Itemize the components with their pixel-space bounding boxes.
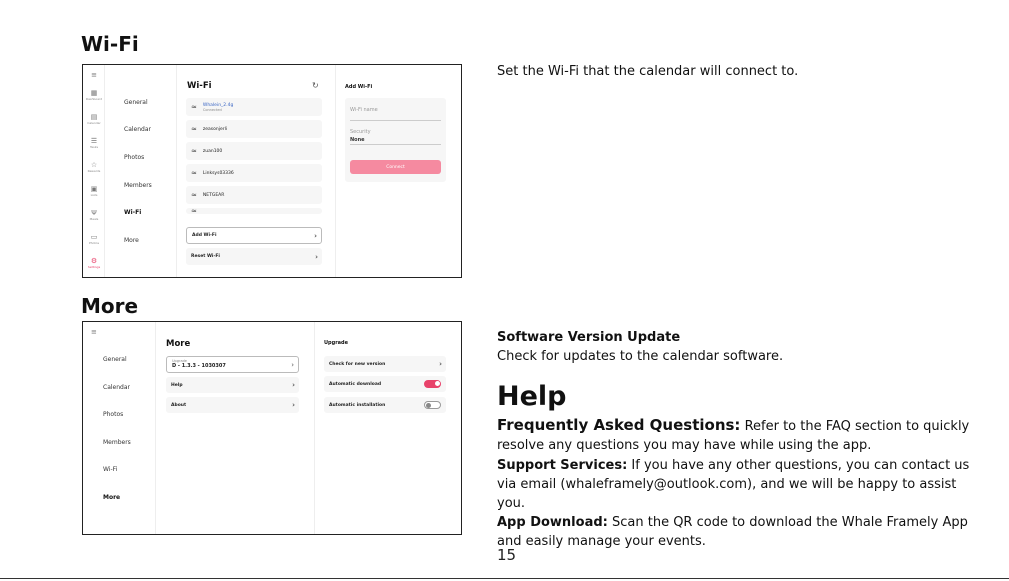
wifi-network-row[interactable]: ≈ Linksys03336 (186, 164, 322, 182)
menu-icon[interactable]: ≡ (91, 71, 97, 79)
fork-icon: Ψ (91, 209, 97, 217)
help-row[interactable]: Help › (166, 377, 299, 393)
wifi-panel-title: Wi-Fi (187, 81, 212, 91)
faq-paragraph: Frequently Asked Questions: Refer to the FAQ section to quickly resolve any questions you may have while using the app. (497, 416, 970, 453)
add-wifi-form (345, 98, 446, 182)
footer-rule (0, 578, 1009, 579)
chevron-right-icon: › (314, 231, 317, 240)
more-description (497, 328, 987, 366)
add-wifi-button[interactable]: Add Wi-Fi › (186, 227, 322, 244)
menu-calendar[interactable]: Calendar (103, 384, 130, 391)
refresh-icon[interactable]: ↻ (312, 81, 319, 90)
menu-icon[interactable]: ≡ (91, 328, 97, 336)
menu-more[interactable]: More (103, 494, 121, 501)
divider (155, 322, 156, 534)
select-underline (350, 144, 441, 145)
add-wifi-panel-title: Add Wi-Fi (345, 84, 373, 90)
connect-button[interactable]: Connect (350, 160, 441, 174)
wifi-icon: ≈ (191, 103, 197, 111)
list-icon: ▣ (90, 185, 98, 193)
software-update-text: Check for updates to the calendar software. (497, 349, 784, 364)
more-panel-title: More (166, 339, 191, 349)
menu-photos[interactable]: Photos (124, 154, 145, 161)
wifi-screenshot (82, 64, 462, 278)
wifi-icon: ≈ (191, 191, 197, 199)
menu-general[interactable]: General (103, 356, 127, 363)
menu-more[interactable]: More (124, 237, 139, 244)
wifi-icon: ≈ (191, 208, 197, 214)
wifi-network-row[interactable]: ≈ zeasonjerli (186, 120, 322, 138)
divider (335, 65, 336, 277)
wifi-heading: Wi-Fi (81, 32, 139, 56)
menu-members[interactable]: Members (103, 439, 131, 446)
wifi-name-input[interactable]: Wi-Fi name (350, 107, 378, 113)
more-screenshot (82, 321, 462, 535)
rail-rewards[interactable]: ☆ Rewards (83, 161, 105, 173)
rail-dashboard[interactable]: ▦ Dashboard (83, 89, 105, 101)
page-number: 15 (497, 546, 517, 564)
gear-icon: ⚙ (90, 257, 98, 265)
star-icon: ☆ (90, 161, 98, 169)
menu-wifi[interactable]: Wi-Fi (103, 466, 118, 473)
menu-calendar[interactable]: Calendar (124, 126, 151, 133)
rail-tasks[interactable]: ☰ Tasks (83, 137, 105, 149)
wifi-description: Set the Wi-Fi that the calendar will connect to. (497, 64, 799, 79)
rail-settings[interactable]: ⚙ Settings (83, 257, 105, 269)
security-select[interactable]: None (350, 137, 365, 143)
auto-download-toggle[interactable] (424, 380, 441, 388)
wifi-network-row[interactable]: ≈ NETGEAR (186, 186, 322, 204)
menu-general[interactable]: General (124, 99, 148, 106)
photo-icon: ▭ (90, 233, 98, 241)
upgrade-panel-title: Upgrade (324, 340, 349, 346)
auto-download-row: Automatic download (324, 376, 446, 392)
version-row[interactable]: Upgrade D - 1.3.3 - 1030307 › (166, 356, 299, 373)
auto-install-row: Automatic installation (324, 397, 446, 413)
check-version-row[interactable]: Check for new version › (324, 356, 446, 372)
wifi-network-row[interactable]: ≈ zuan100 (186, 142, 322, 160)
menu-wifi[interactable]: Wi-Fi (124, 209, 142, 216)
rail-calendar[interactable]: ▤ Calendar (83, 113, 105, 125)
help-heading: Help (497, 381, 567, 412)
dashboard-icon: ▦ (90, 89, 98, 97)
wifi-icon: ≈ (191, 125, 197, 133)
chevron-right-icon: › (292, 401, 295, 409)
download-paragraph: App Download: Scan the QR code to download the Whale Framely App and easily manage your events. (497, 515, 968, 549)
chevron-right-icon: › (292, 381, 295, 389)
wifi-network-row-partial[interactable] (186, 208, 322, 214)
reset-wifi-button[interactable]: Reset Wi-Fi › (186, 248, 322, 265)
support-paragraph: Support Services: If you have any other questions, you can contact us via email (whaleframely@outlook.com), and we will be happy to assist you. (497, 458, 970, 511)
menu-photos[interactable]: Photos (103, 411, 124, 418)
help-body (497, 416, 987, 551)
menu-members[interactable]: Members (124, 182, 152, 189)
tasks-icon: ☰ (90, 137, 98, 145)
software-update-title: Software Version Update (497, 330, 681, 345)
rail-photos[interactable]: ▭ Photos (83, 233, 105, 245)
divider (176, 65, 177, 277)
security-label: Security (350, 129, 371, 135)
divider (314, 322, 315, 534)
input-underline (350, 120, 441, 121)
auto-install-toggle[interactable] (424, 401, 441, 409)
chevron-right-icon: › (439, 360, 442, 368)
chevron-right-icon: › (315, 252, 318, 261)
chevron-right-icon: › (291, 360, 294, 369)
calendar-icon: ▤ (90, 113, 98, 121)
rail-meals[interactable]: Ψ Meals (83, 209, 105, 221)
wifi-network-row[interactable]: ≈ Whalein_2.4g Connected (186, 98, 322, 116)
wifi-icon: ≈ (191, 169, 197, 177)
rail-lists[interactable]: ▣ Lists (83, 185, 105, 197)
more-heading: More (81, 294, 139, 318)
nav-rail (83, 65, 105, 277)
wifi-icon: ≈ (191, 147, 197, 155)
about-row[interactable]: About › (166, 397, 299, 413)
